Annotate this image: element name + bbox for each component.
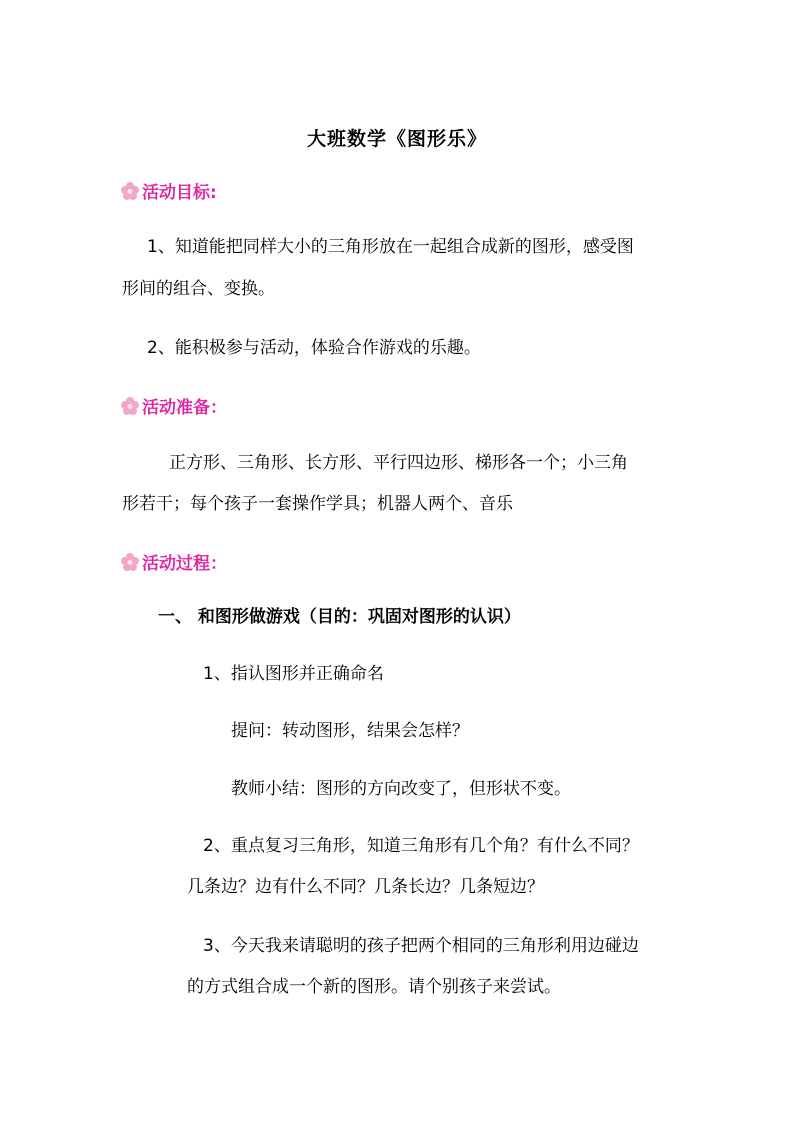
process-step-1-heading: 一、 和图形做游戏（目的：巩固对图形的认识） (158, 607, 521, 627)
process-line-7: 的方式组合成一个新的图形。请个别孩子来尝试。 (187, 977, 561, 997)
process-line-5: 几条边？边有什么不同？几条长边？几条短边？ (187, 877, 544, 897)
goals-heading-text: 活动目标: (142, 183, 217, 203)
process-heading-text: 活动过程： (142, 554, 227, 574)
prep-line-1: 正方形、三角形、长方形、平行四边形、梯形各一个；小三角 (169, 453, 628, 473)
document-title: 大班数学《图形乐》 (306, 128, 487, 150)
flower-icon (120, 396, 140, 416)
process-line-6: 3、今天我来请聪明的孩子把两个相同的三角形利用边碰边 (203, 936, 639, 956)
flower-icon (120, 181, 140, 201)
goals-heading (120, 178, 217, 203)
goals-line-1: 1、知道能把同样大小的三角形放在一起组合成新的图形，感受图 (147, 237, 634, 257)
goals-line-3: 2、能积极参与活动，体验合作游戏的乐趣。 (147, 338, 481, 358)
prep-heading-text: 活动准备： (142, 398, 227, 418)
process-line-4: 2、重点复习三角形，知道三角形有几个角？有什么不同？ (203, 836, 639, 856)
prep-heading (120, 393, 227, 418)
process-line-3: 教师小结：图形的方向改变了，但形状不变。 (231, 779, 571, 799)
prep-line-2: 形若干；每个孩子一套操作学具；机器人两个、音乐 (122, 494, 513, 514)
process-heading (120, 549, 227, 574)
process-line-2: 提问：转动图形，结果会怎样？ (231, 721, 469, 741)
flower-icon (120, 552, 140, 572)
process-line-1: 1、指认图形并正确命名 (203, 664, 384, 684)
goals-line-2: 形间的组合、变换。 (122, 279, 275, 299)
